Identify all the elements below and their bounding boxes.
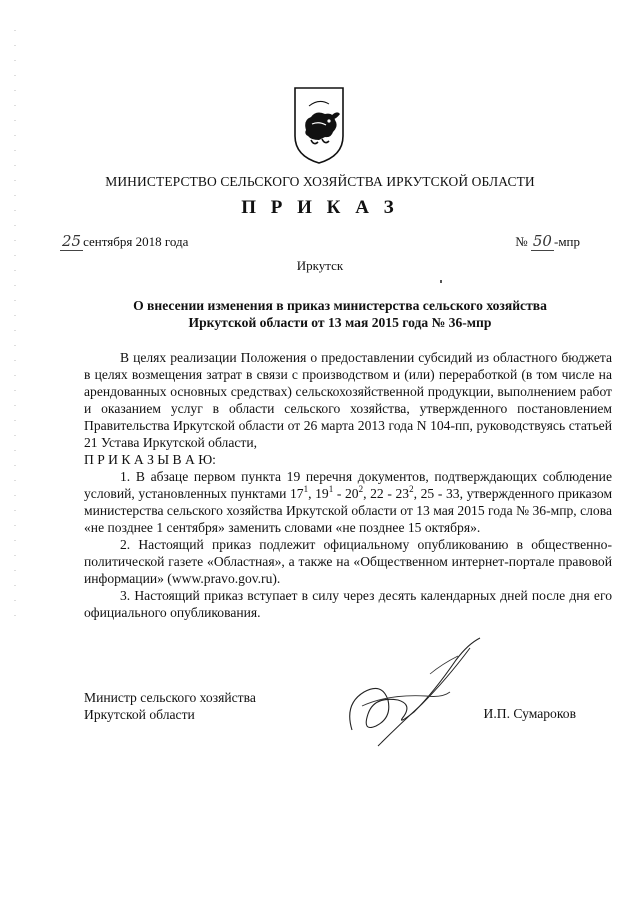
order-body	[84, 349, 612, 621]
scan-margin-marks	[14, 30, 16, 630]
ministry-name: МИНИСТЕРСТВО СЕЛЬСКОГО ХОЗЯЙСТВА ИРКУТСКОЙ ОБЛАСТИ	[105, 174, 535, 189]
handwritten-signature	[338, 634, 488, 754]
item-2-paragraph: 2. Настоящий приказ подлежит официальному опубликованию в общественно-политической газете «Областная», а также на «Общественном интернет-портале правовой информации» (www.pravo.gov.ru).	[84, 537, 612, 586]
coat-of-arms-emblem	[289, 84, 349, 166]
order-word	[84, 451, 612, 468]
item-1-sup-4: 2	[409, 484, 414, 494]
order-date-text: сентября 2018 года	[83, 234, 189, 249]
order-title	[110, 297, 570, 331]
order-date	[60, 232, 188, 251]
signatory-position	[84, 689, 256, 723]
title-line-1: О внесении изменения в приказ министерства сельского хозяйства	[133, 298, 547, 313]
item-1-text-e: , 25 - 33, утвержденного приказом министерства сельского хозяйства Иркутской области от 13 мая 2015 года № 36-мпр, слова «не позднее 1 сентября» заменить словами «не позднее 15 октября».	[84, 486, 613, 535]
item-1-sup-3: 2	[358, 484, 364, 494]
handwritten-number: 50	[532, 232, 552, 250]
preamble-paragraph: В целях реализации Положения о предоставлении субсидий из областного бюджета в целях возмещения затрат в связи с производством и (или) переработкой (в том числе на арендованных основных средствах) сельскохозяйственной продукции, выполнением работ и оказанием услуг в области сельского хозяйства, утвержденного постановлением Правительства Иркутской области от 26 марта 2013 года N 104-пп, руководствуясь статьей 21 Устава Иркутской области,	[84, 350, 612, 450]
handwritten-day: 25	[62, 232, 82, 250]
item-1-paragraph	[84, 468, 612, 536]
item-1-text-b: , 19	[308, 486, 329, 501]
item-1-sup-1: 1	[303, 484, 309, 494]
position-line-2: Иркутской области	[84, 707, 195, 722]
order-number	[515, 232, 580, 251]
number-sign: №	[515, 234, 528, 249]
item-1-text-a: 1. В абзаце первом пункта 19 перечня документов, подтверждающих соблюдение условий, установленных пунктами 17	[84, 469, 612, 501]
title-line-2: Иркутской области от 13 мая 2015 года № 36-мпр	[188, 315, 492, 330]
scan-speck	[440, 280, 442, 283]
order-word-text: П Р И К А З Ы В А Ю:	[84, 452, 216, 467]
item-1-text-c: - 20	[333, 486, 359, 501]
item-3-paragraph: 3. Настоящий приказ вступает в силу через десять календарных дней после дня его официального опубликования.	[84, 588, 612, 620]
signatory-name: И.П. Сумароков	[483, 706, 576, 721]
item-1-sup-2: 1	[328, 484, 334, 494]
position-line-1: Министр сельского хозяйства	[84, 690, 256, 705]
item-1-text-d: , 22 - 23	[363, 486, 410, 501]
document-type-heading: П Р И К А З	[241, 197, 399, 218]
number-suffix: -мпр	[553, 234, 580, 249]
city-name: Иркутск	[296, 258, 344, 273]
